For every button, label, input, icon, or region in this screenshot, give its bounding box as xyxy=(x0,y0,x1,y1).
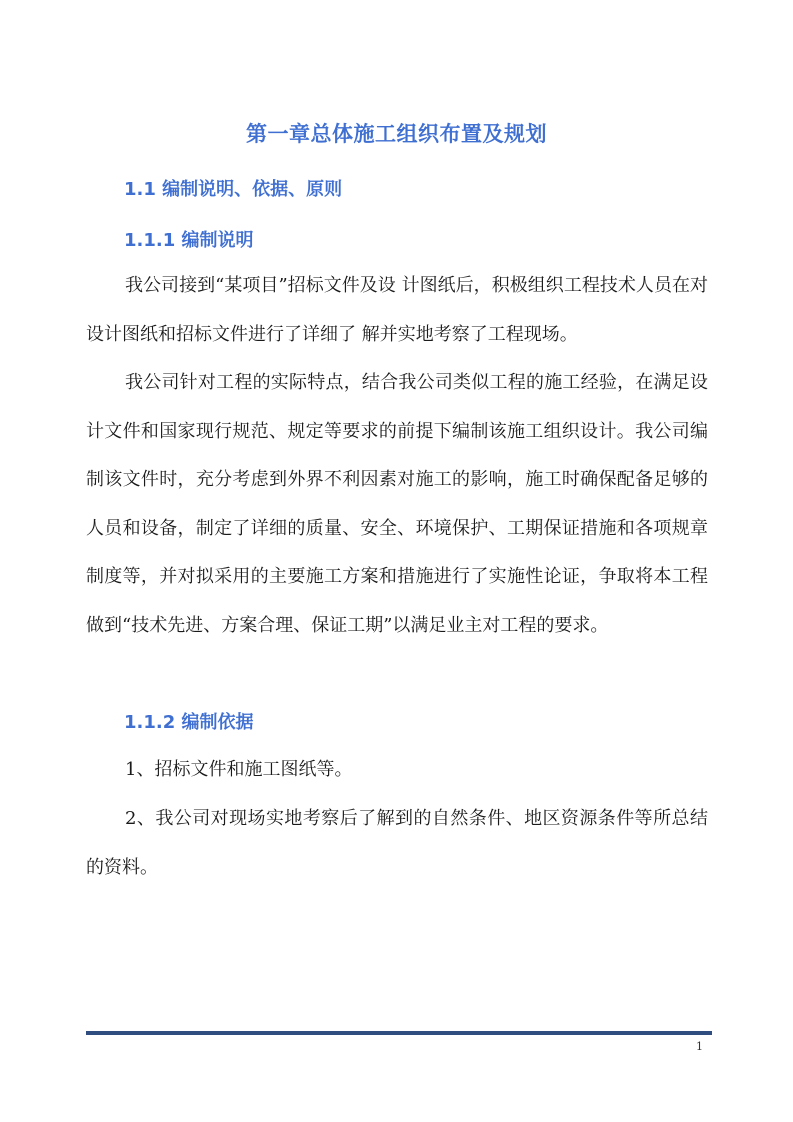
basis-item-1: 1、招标文件和施工图纸等。 xyxy=(125,759,353,780)
page-number: 1 xyxy=(696,1040,703,1053)
chapter-title: 第一章总体施工组织布置及规划 xyxy=(246,122,547,146)
paragraph-compilation-detail: 我公司针对工程的实际特点，结合我公司类似工程的施工经验，在满足设计文件和国家现行规范、规定等要求的前提下编制该施工组织设计。我公司编制该文件时，充分考虑到外界不利因素对施工的影响，施工时确保配备足够的人员和设备，制定了详细的质量、安全、环境保护、工期保证措施和各项规章制度等，并对拟采用的主要施工方案和措施进行了实施性论证，争取将本工程做到“技术先进、方案合理、保证工期”以满足业主对工程的要求。 xyxy=(86,372,708,636)
section-heading-1-1: 1.1 编制说明、依据、原则 xyxy=(124,179,343,200)
section-heading-1-1-1: 1.1.1 编制说明 xyxy=(124,230,254,251)
section-heading-1-1-2: 1.1.2 编制依据 xyxy=(124,712,254,733)
basis-item-2: 2、我公司对现场实地考察后了解到的自然条件、地区资源条件等所总结的资料。 xyxy=(86,808,708,878)
footer-rule xyxy=(86,1031,712,1035)
paragraph-compilation-intro: 我公司接到“某项目”招标文件及设 计图纸后，积极组织工程技术人员在对设计图纸和招标文件进行了详细了 解并实地考察了工程现场。 xyxy=(86,275,708,345)
